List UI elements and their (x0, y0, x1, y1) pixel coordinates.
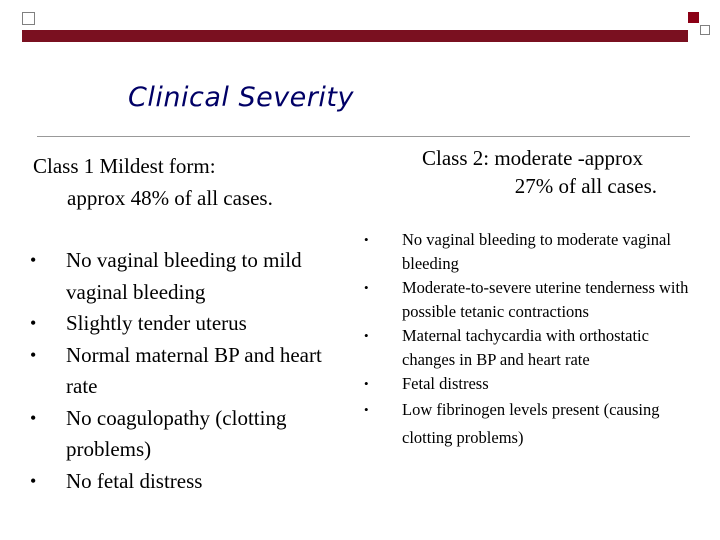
list-item (30, 308, 330, 340)
list-item (364, 324, 694, 372)
bullet-icon: • (30, 313, 37, 333)
list-item (30, 466, 330, 498)
list-item-text: Maternal tachycardia with orthostatic changes in BP and heart rate (402, 326, 649, 369)
header-square-outline-small (700, 25, 710, 35)
list-item-text: No vaginal bleeding to mild vaginal bleeding (66, 248, 302, 304)
list-item-text: Fetal distress (402, 374, 489, 393)
class1-heading-line1: Class 1 Mildest form: (33, 154, 216, 178)
class1-heading (33, 150, 273, 214)
list-item-text: No fetal distress (66, 468, 203, 493)
bullet-icon: • (364, 328, 369, 343)
list-item-text: Moderate-to-severe uterine tenderness with possible tetanic contractions (402, 278, 689, 321)
list-item (364, 276, 694, 324)
page-title: Clinical Severity (128, 82, 354, 113)
class2-symptom-list (364, 228, 694, 452)
header-stripe (22, 30, 688, 42)
header-square-filled (688, 12, 699, 23)
bullet-icon: • (30, 250, 37, 270)
class1-heading-line2: approx 48% of all cases. (67, 186, 273, 210)
bullet-icon: • (30, 407, 37, 428)
list-item (364, 228, 694, 276)
list-item-text: Slightly tender uterus (66, 311, 247, 335)
bullet-icon: • (364, 280, 369, 295)
list-item (30, 340, 330, 403)
bullet-icon: • (30, 470, 37, 491)
list-item-text: No coagulopathy (clotting problems) (66, 405, 287, 461)
list-item (30, 245, 330, 308)
list-item-text: Low fibrinogen levels present (causing clotting problems) (402, 400, 660, 447)
list-item (364, 372, 694, 396)
class2-heading (380, 144, 685, 200)
bullet-icon: • (364, 376, 369, 391)
decorative-header-bar (22, 12, 710, 42)
bullet-icon: • (30, 344, 37, 365)
bullet-icon: • (364, 402, 369, 417)
bullet-icon: • (364, 232, 369, 247)
list-item (364, 396, 694, 452)
class1-symptom-list (30, 245, 330, 497)
list-item (30, 403, 330, 466)
header-square-outline (22, 12, 35, 25)
list-item-text: Normal maternal BP and heart rate (66, 342, 322, 398)
class2-heading-line1: Class 2: moderate -approx (421, 146, 644, 170)
list-item-text: No vaginal bleeding to moderate vaginal bleeding (402, 230, 671, 273)
class2-heading-line2: 27% of all cases. (514, 174, 657, 198)
title-divider (37, 136, 690, 137)
